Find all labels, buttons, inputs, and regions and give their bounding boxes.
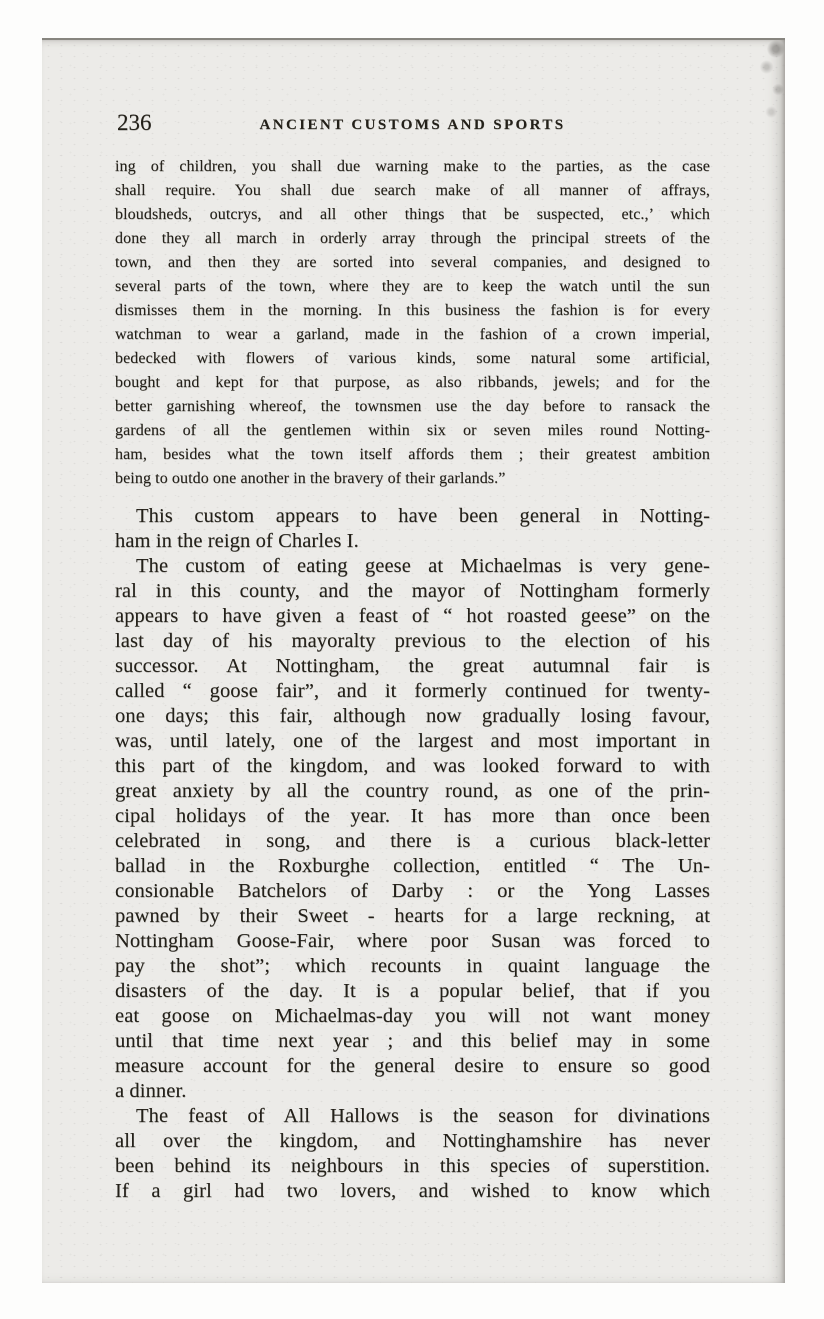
scan-smudge	[739, 40, 785, 130]
quote-line: ing of children, you shall due warning make to the parties, as the case	[115, 158, 710, 175]
text-line: ral in this county, and the mayor of Nottingham formerly	[115, 580, 710, 602]
quote-line: better garnishing whereof, the townsmen use the day before to ransack the	[115, 398, 710, 415]
page-content	[115, 112, 710, 1204]
text-line: The feast of All Hallows is the season for divinations	[136, 1105, 710, 1127]
book-page	[42, 38, 785, 1283]
text-line: great anxiety by all the country round, as one of the prin-	[115, 780, 710, 802]
quote-line: bedecked with flowers of various kinds, some natural some artificial,	[115, 350, 710, 367]
quote-line: several parts of the town, where they are to keep the watch until the sun	[115, 278, 710, 295]
quote-line: dismisses them in the morning. In this business the fashion is for every	[115, 302, 710, 319]
text-line: consionable Batchelors of Darby : or the Yong Lasses	[115, 880, 710, 902]
text-line: This custom appears to have been general in Notting-	[136, 505, 710, 527]
text-line: this part of the kingdom, and was looked forward to with	[115, 755, 710, 777]
quote-line: town, and then they are sorted into several companies, and designed to	[115, 254, 710, 271]
page-header	[115, 112, 710, 138]
text-line: was, until lately, one of the largest and most important in	[115, 730, 710, 752]
running-title: ANCIENT CUSTOMS AND SPORTS	[259, 117, 566, 133]
text-line: ballad in the Roxburghe collection, entitled “ The Un-	[115, 855, 710, 877]
text-line: disasters of the day. It is a popular belief, that if you	[115, 980, 710, 1002]
quote-line: gardens of all the gentlemen within six or seven miles round Notting-	[115, 422, 710, 439]
quote-block	[115, 155, 710, 491]
quote-line: bought and kept for that purpose, as also ribbands, jewels; and for the	[115, 374, 710, 391]
text-line: pay the shot”; which recounts in quaint language the	[115, 955, 710, 977]
text-line: celebrated in song, and there is a curious black-letter	[115, 830, 710, 852]
page-number: 236	[117, 110, 152, 135]
text-line: The custom of eating geese at Michaelmas is very gene-	[136, 555, 710, 577]
quote-line: bloudsheds, outcrys, and all other things that be suspected, etc.,’ which	[115, 206, 710, 223]
text-line: all over the kingdom, and Nottinghamshire has never	[115, 1130, 710, 1152]
paragraph-charles	[115, 504, 710, 554]
text-line: eat goose on Michaelmas-day you will not want money	[115, 1005, 710, 1027]
quote-line: being to outdo one another in the bravery of their garlands.”	[115, 470, 506, 487]
text-line: appears to have given a feast of “ hot roasted geese” on the	[115, 605, 710, 627]
text-line: successor. At Nottingham, the great autumnal fair is	[115, 655, 710, 677]
text-line: If a girl had two lovers, and wished to know which	[115, 1180, 710, 1202]
text-line: a dinner.	[115, 1080, 187, 1102]
paragraph-all-hallows	[115, 1104, 710, 1204]
quote-line: ham, besides what the town itself affords them ; their greatest ambition	[115, 446, 710, 463]
text-line: been behind its neighbours in this species of superstition.	[115, 1155, 710, 1177]
paragraph-goose-fair	[115, 554, 710, 1104]
text-line: last day of his mayoralty previous to the election of his	[115, 630, 710, 652]
text-line: one days; this fair, although now gradually losing favour,	[115, 705, 710, 727]
text-line: ham in the reign of Charles I.	[115, 530, 359, 552]
quote-line: watchman to wear a garland, made in the fashion of a crown imperial,	[115, 326, 710, 343]
quote-line: done they all march in orderly array through the principal streets of the	[115, 230, 710, 247]
text-line: pawned by their Sweet - hearts for a large reckning, at	[115, 905, 710, 927]
text-line: Nottingham Goose-Fair, where poor Susan was forced to	[115, 930, 710, 952]
quote-line: shall require. You shall due search make of all manner of affrays,	[115, 182, 710, 199]
text-line: measure account for the general desire to ensure so good	[115, 1055, 710, 1077]
text-line: called “ goose fair”, and it formerly continued for twenty-	[115, 680, 710, 702]
text-line: cipal holidays of the year. It has more than once been	[115, 805, 710, 827]
text-line: until that time next year ; and this belief may in some	[115, 1030, 710, 1052]
